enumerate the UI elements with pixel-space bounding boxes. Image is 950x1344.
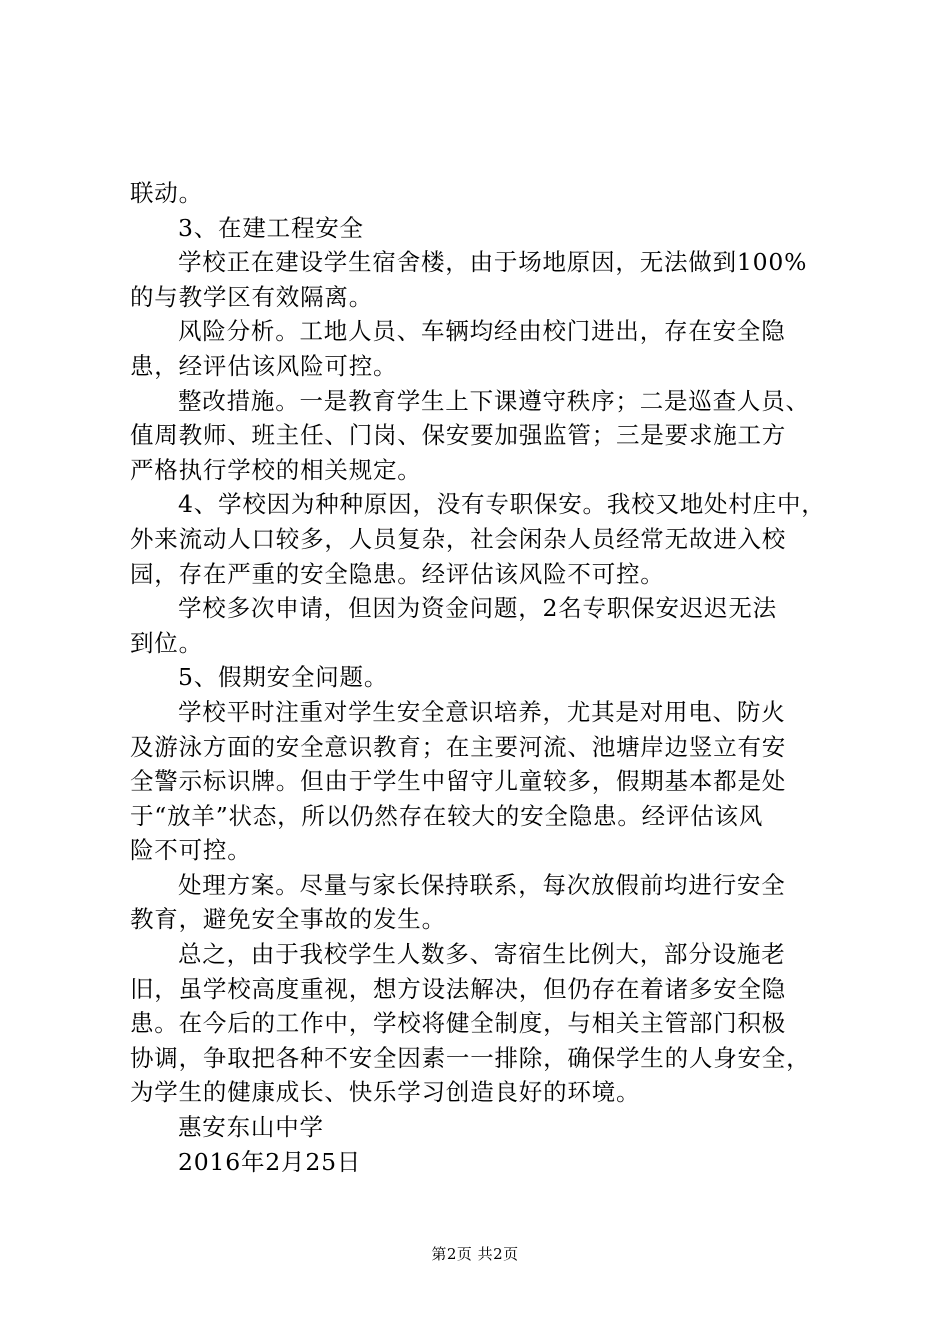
text-line: 为学生的健康成长、快乐学习创造良好的环境。 [130,1078,641,1107]
text-line: 教育，避免安全事故的发生。 [130,905,446,934]
text-line: 严格执行学校的相关规定。 [130,455,422,484]
text-line: 患，经评估该风险可控。 [130,351,398,380]
text-line: 学校正在建设学生宿舍楼，由于场地原因，无法做到100% [178,248,808,277]
text-line: 学校平时注重对学生安全意识培养，尤其是对用电、防火 [178,697,786,726]
page-number-footer: 第2页 共2页 [431,1245,519,1263]
text-line: 于“放羊”状态，所以仍然存在较大的安全隐患。经评估该风 [130,801,764,830]
document-body [130,176,830,1179]
text-line: 旧，虽学校高度重视，想方设法解决，但仍存在着诸多安全隐 [130,974,787,1003]
signature-organization: 惠安东山中学 [178,1113,324,1142]
text-line: 整改措施。一是教育学生上下课遵守秩序；二是巡查人员、 [178,386,810,415]
text-line: 全警示标识牌。但由于学生中留守儿童较多，假期基本都是处 [130,767,787,796]
section-heading: 4、学校因为种种原因，没有专职保安。我校又地处村庄中， [178,490,826,519]
text-line: 园，存在严重的安全隐患。经评估该风险不可控。 [130,559,665,588]
text-line: 的与教学区有效隔离。 [130,282,373,311]
text-line: 风险分析。工地人员、车辆均经由校门进出，存在安全隐 [178,317,786,346]
text-line: 患。在今后的工作中，学校将健全制度，与相关主管部门积极 [130,1009,787,1038]
text-line: 险不可控。 [130,836,252,865]
section-heading: 5、假期安全问题。 [178,663,389,692]
text-line: 协调，争取把各种不安全因素一一排除，确保学生的人身安全， [130,1043,811,1072]
signature-date: 2016年2月25日 [178,1147,362,1176]
text-line: 外来流动人口较多，人员复杂，社会闲杂人员经常无故进入校 [130,524,787,553]
text-line: 及游泳方面的安全意识教育；在主要河流、池塘岸边竖立有安 [130,732,787,761]
section-heading: 3、在建工程安全 [178,213,364,242]
text-line: 学校多次申请，但因为资金问题，2名专职保安迟迟无法 [178,594,777,623]
text-line: 总之，由于我校学生人数多、寄宿生比例大，部分设施老 [178,940,786,969]
text-line: 到位。 [130,628,203,657]
text-line: 处理方案。尽量与家长保持联系，每次放假前均进行安全 [178,870,786,899]
text-line: 联动。 [130,179,203,207]
text-line: 值周教师、班主任、门岗、保安要加强监管；三是要求施工方 [130,421,787,450]
